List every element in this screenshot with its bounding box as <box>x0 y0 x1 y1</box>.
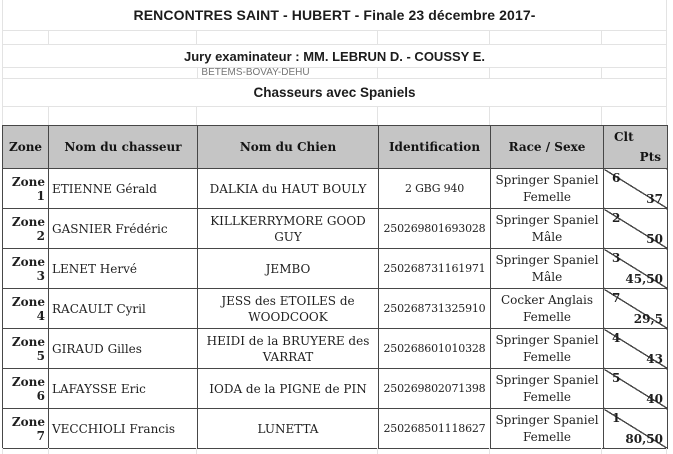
grid-cell <box>602 68 666 78</box>
race-sexe-cell <box>491 209 604 249</box>
race-sexe-cell <box>491 369 604 409</box>
clt-value: 4 <box>612 331 621 345</box>
pts-value: 45,50 <box>625 272 663 286</box>
race-value: Springer Spaniel <box>495 252 599 267</box>
jury-secondary-cell <box>197 68 377 78</box>
grid-cell <box>602 31 666 44</box>
clt-value: 3 <box>612 251 621 265</box>
sexe-value: Femelle <box>522 309 572 324</box>
clt-value: 6 <box>612 171 621 185</box>
grid-cell <box>490 107 603 125</box>
empty-grid-row <box>3 31 666 45</box>
pts-value: 40 <box>646 392 663 406</box>
column-header-hunter: Nom du chasseur <box>49 126 198 169</box>
grid-cell <box>197 31 377 44</box>
header-row <box>3 126 668 169</box>
race-sexe-cell <box>491 169 604 209</box>
jury-row <box>3 45 666 68</box>
section-title-row <box>3 79 666 107</box>
clt-pts-cell <box>604 329 668 369</box>
jury-secondary-row <box>3 68 666 79</box>
sexe-value: Mâle <box>531 269 563 284</box>
table-row <box>3 289 668 329</box>
race-sexe-cell <box>491 409 604 449</box>
identification-cell: 250269802071398 <box>379 369 491 409</box>
grid-cell <box>602 107 666 125</box>
clt-value: 1 <box>612 411 621 425</box>
pts-value: 50 <box>646 232 663 246</box>
table-row <box>3 169 668 209</box>
clt-label: Clt <box>614 130 634 144</box>
zone-cell: Zone 2 <box>3 209 49 249</box>
document-title: RENCONTRES SAINT - HUBERT - Finale 23 décembre 2017- <box>133 7 536 23</box>
hunter-name-cell: ETIENNE Gérald <box>49 169 198 209</box>
hunter-name-cell: RACAULT Cyril <box>49 289 198 329</box>
identification-cell: 2 GBG 940 <box>379 169 491 209</box>
column-header-zone: Zone <box>3 126 49 169</box>
table-row <box>3 209 668 249</box>
clt-value: 7 <box>612 291 621 305</box>
dog-name-cell: DALKIA du HAUT BOULY <box>198 169 379 209</box>
dog-name-cell: JEMBO <box>198 249 379 289</box>
column-header-clt-pts <box>604 126 668 169</box>
grid-cell <box>3 31 49 44</box>
grid-cell <box>378 448 490 454</box>
zone-cell: Zone 7 <box>3 409 49 449</box>
grid-cell <box>378 31 490 44</box>
section-title: Chasseurs avec Spaniels <box>253 85 416 100</box>
jury-secondary-text: BETEMS-BOVAY-DEHU <box>201 67 310 78</box>
dog-name-cell: HEIDI de la BRUYERE des VARRAT <box>198 329 379 369</box>
grid-cell <box>490 448 603 454</box>
zone-cell: Zone 3 <box>3 249 49 289</box>
race-value: Cocker Anglais <box>500 292 594 307</box>
dog-name-cell: LUNETTA <box>198 409 379 449</box>
dog-name-cell: KILLKERRYMORE GOOD GUY <box>198 209 379 249</box>
clt-value: 5 <box>612 371 621 385</box>
pts-value: 80,50 <box>625 432 663 446</box>
identification-cell: 250268501118627 <box>379 409 491 449</box>
sexe-value: Femelle <box>522 349 572 364</box>
grid-cell <box>602 448 666 454</box>
table-row <box>3 369 668 409</box>
race-value: Springer Spaniel <box>495 332 599 347</box>
pts-label: Pts <box>639 150 661 164</box>
clt-pts-cell <box>604 209 668 249</box>
zone-cell: Zone 1 <box>3 169 49 209</box>
grid-cell <box>49 448 198 454</box>
identification-cell: 250269801693028 <box>379 209 491 249</box>
clt-value: 2 <box>612 211 621 225</box>
clt-pts-cell <box>604 169 668 209</box>
table-header <box>3 126 668 169</box>
empty-grid-row <box>3 107 666 125</box>
grid-cell <box>3 107 49 125</box>
grid-cell <box>49 31 198 44</box>
race-value: Springer Spaniel <box>495 372 599 387</box>
hunter-name-cell: LAFAYSSE Eric <box>49 369 198 409</box>
identification-cell: 250268601010328 <box>379 329 491 369</box>
race-sexe-cell <box>491 329 604 369</box>
clt-pts-cell <box>604 369 668 409</box>
identification-cell: 250268731161971 <box>379 249 491 289</box>
race-sexe-cell <box>491 249 604 289</box>
grid-cell <box>49 107 198 125</box>
table-row <box>3 409 668 449</box>
grid-cell <box>378 107 490 125</box>
grid-cell <box>197 448 377 454</box>
column-header-race-sexe: Race / Sexe <box>491 126 604 169</box>
pts-value: 29,5 <box>633 312 663 326</box>
document-header <box>2 0 667 125</box>
results-table <box>2 125 668 449</box>
dog-name-cell: JESS des ETOILES de WOODCOOK <box>198 289 379 329</box>
zone-cell: Zone 6 <box>3 369 49 409</box>
sexe-value: Mâle <box>531 229 563 244</box>
sexe-value: Femelle <box>522 429 572 444</box>
pts-value: 37 <box>646 192 663 206</box>
race-sexe-cell <box>491 289 604 329</box>
grid-cell <box>197 107 377 125</box>
hunter-name-cell: GIRAUD Gilles <box>49 329 198 369</box>
title-row <box>3 0 666 31</box>
zone-cell: Zone 5 <box>3 329 49 369</box>
hunter-name-cell: VECCHIOLI Francis <box>49 409 198 449</box>
table-body <box>3 169 668 449</box>
dog-name-cell: IODA de la PIGNE de PIN <box>198 369 379 409</box>
hunter-name-cell: LENET Hervé <box>49 249 198 289</box>
grid-cell <box>378 68 490 78</box>
table-row <box>3 249 668 289</box>
grid-cell <box>3 448 49 454</box>
table-row <box>3 329 668 369</box>
hunter-name-cell: GASNIER Frédéric <box>49 209 198 249</box>
clt-pts-cell <box>604 409 668 449</box>
race-value: Springer Spaniel <box>495 172 599 187</box>
zone-cell: Zone 4 <box>3 289 49 329</box>
pts-value: 43 <box>646 352 663 366</box>
grid-cell <box>490 68 603 78</box>
column-header-identification: Identification <box>379 126 491 169</box>
column-header-dog: Nom du Chien <box>198 126 379 169</box>
jury-text: Jury examinateur : MM. LEBRUN D. - COUSSY E. <box>184 48 485 64</box>
race-value: Springer Spaniel <box>495 412 599 427</box>
sexe-value: Femelle <box>522 189 572 204</box>
empty-grid-row <box>2 448 667 454</box>
sexe-value: Femelle <box>522 389 572 404</box>
identification-cell: 250268731325910 <box>379 289 491 329</box>
clt-pts-cell <box>604 289 668 329</box>
race-value: Springer Spaniel <box>495 212 599 227</box>
clt-pts-cell <box>604 249 668 289</box>
grid-cell <box>3 68 197 78</box>
grid-cell <box>490 31 603 44</box>
